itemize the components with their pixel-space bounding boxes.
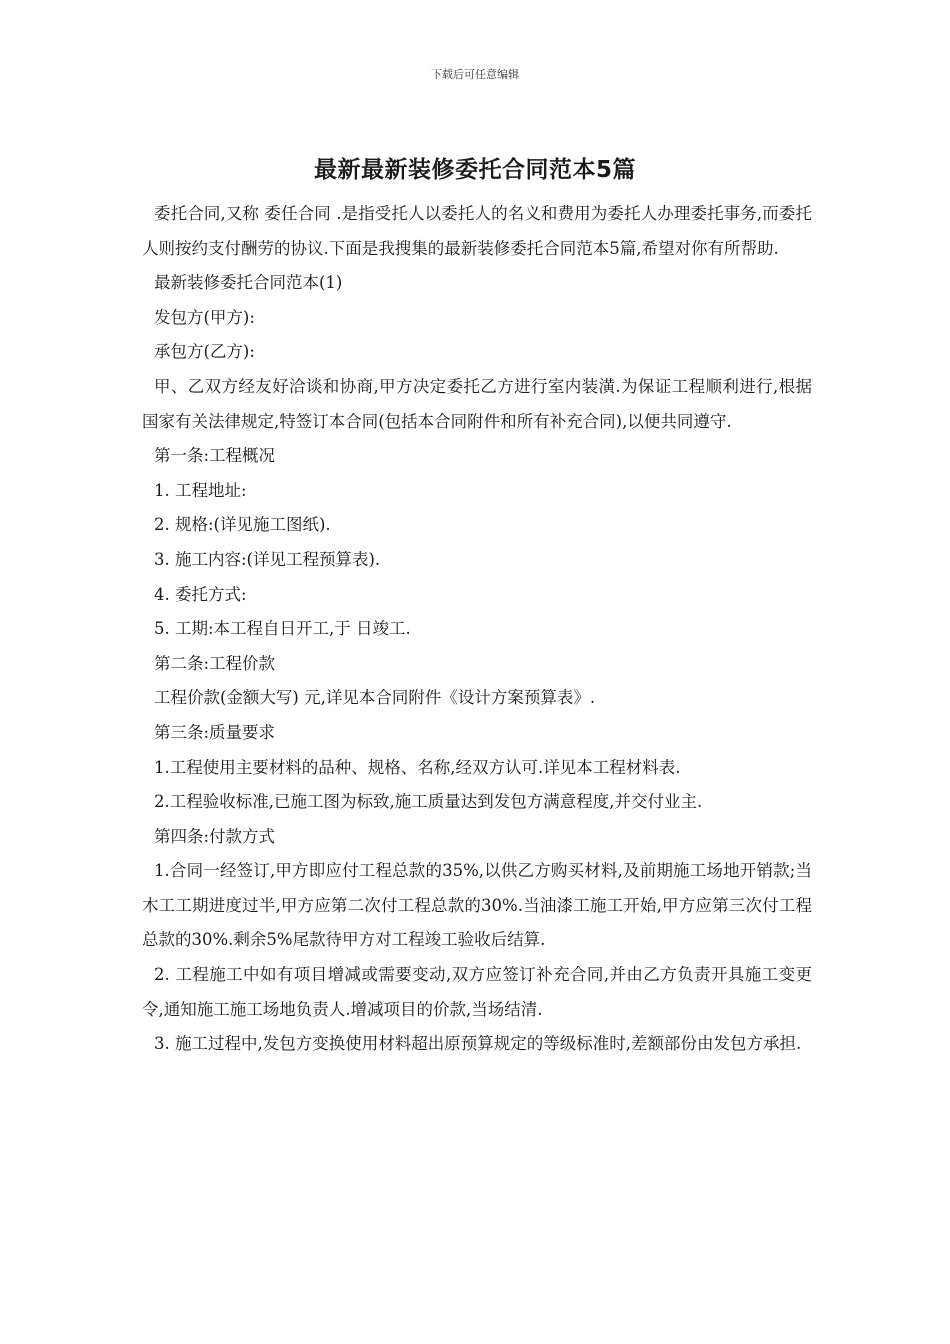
article-heading: 第一条:工程概况 (154, 446, 276, 466)
document-body (142, 197, 812, 1062)
article-heading: 第三条:质量要求 (154, 722, 276, 742)
article-heading: 第四条:付款方式 (154, 826, 276, 846)
clause-item: 工程价款(金额大写) 元,详见本合同附件《设计方案预算表》. (154, 688, 596, 708)
page-header: 下载后可任意编辑 (431, 68, 519, 81)
document-title: 最新最新装修委托合同范本5篇 (313, 157, 636, 183)
article-heading: 第二条:工程价款 (154, 653, 276, 673)
clause-item: 3. 施工内容:(详见工程预算表). (154, 549, 381, 569)
intro-paragraph: 委托合同,又称 委任合同 .是指受托人以委托人的名义和费用为委托人办理委托事务,而委托人则按约支付酬劳的协议.下面是我搜集的最新装修委托合同范本5篇,希望对你有所帮助. (142, 204, 812, 258)
clause-item: 1.合同一经签订,甲方即应付工程总款的35%,以供乙方购买材料,及前期施工场地开销款;当木工工期进度过半,甲方应第二次付工程总款的30%.当油漆工施工开始,甲方应第三次付工程总款的30%.剩余5%尾款待甲方对工程竣工验收后结算. (142, 861, 812, 950)
clause-item: 1.工程使用主要材料的品种、规格、名称,经双方认可.详见本工程材料表. (154, 757, 681, 777)
section-heading: 最新装修委托合同范本(1) (154, 273, 343, 293)
clause-item: 2. 规格:(详见施工图纸). (154, 515, 331, 535)
clause-item: 3. 施工过程中,发包方变换使用材料超出原预算规定的等级标准时,差额部份由发包方承担. (154, 1034, 802, 1054)
clause-item: 4. 委托方式: (154, 584, 247, 604)
clause-item: 2.工程验收标准,已施工图为标致,施工质量达到发包方满意程度,并交付业主. (154, 792, 703, 812)
clause-item: 2. 工程施工中如有项目增减或需要变动,双方应签订补充合同,并由乙方负责开具施工变更令,通知施工施工场地负责人.增减项目的价款,当场结清. (142, 965, 812, 1019)
party-a-line: 发包方(甲方): (154, 307, 255, 327)
clause-item: 5. 工期:本工程自日开工,于 日竣工. (154, 619, 411, 639)
clause-item: 1. 工程地址: (154, 480, 247, 500)
preamble-paragraph: 甲、乙双方经友好洽谈和协商,甲方决定委托乙方进行室内装潢.为保证工程顺利进行,根据国家有关法律规定,特签订本合同(包括本合同附件和所有补充合同),以便共同遵守. (142, 376, 812, 431)
party-b-line: 承包方(乙方): (154, 342, 255, 362)
